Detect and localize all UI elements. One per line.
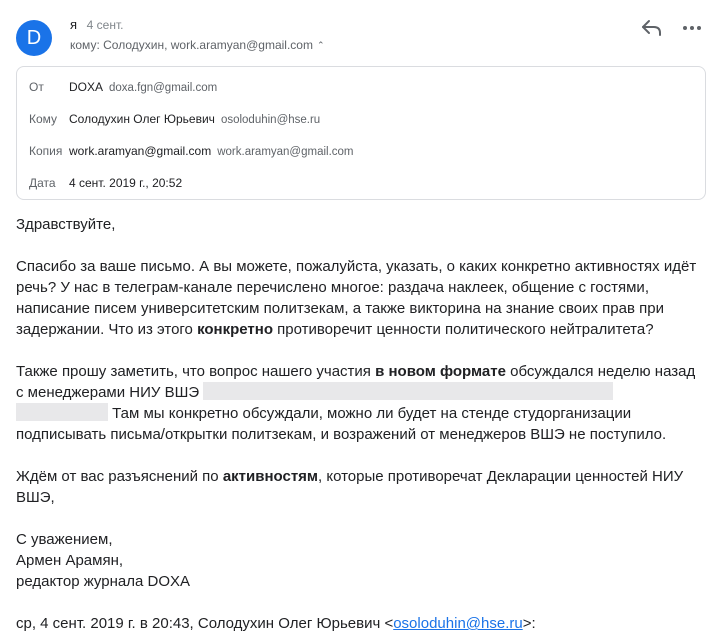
to-label: Кому [29,112,58,126]
p2-text-b: обсуждался неделю назад с менеджерами НИУ ВШЭ [16,363,696,401]
cc-name: work.aramyan@gmail.com [69,144,212,158]
signature-line-2: Армен Арамян, [16,552,124,569]
paragraph-1 [16,256,706,340]
quote-email-link[interactable]: osoloduhin@hse.ru [393,615,523,632]
paragraph-3 [16,466,706,508]
to-address: osoloduhin@hse.ru [220,114,321,126]
more-options-icon[interactable] [680,18,704,38]
p3-bold: активностям [222,468,319,485]
from-label: От [29,80,44,94]
quote-text-a: ср, 4 сент. 2019 г. в 20:43, Солодухин Олег Юрьевич < [16,615,394,632]
p2-text-a: Также прошу заметить, что вопрос нашего участия [16,363,376,380]
date-value: 4 сент. 2019 г., 20:52 [69,176,183,190]
details-from-row [29,80,217,94]
recipients-text: кому: Солодухин, work.aramyan@gmail.com [70,38,313,52]
quote-text-b: >: [522,615,536,632]
signature-line-1: С уважением, [16,531,113,548]
chevron-up-icon: ⌃ [316,39,325,50]
from-name: DOXA [69,80,104,94]
cc-label: Копия [29,144,63,158]
sender-name: я [70,17,78,32]
signature-line-3: редактор журнала DOXA [16,573,191,590]
p2-text-c: Там мы конкретно обсуждали, можно ли будет на стенде студорганизации подписывать письма/открытки политзекам, и возражений от менеджеров ВШЭ не поступило. [16,405,667,443]
date-label: Дата [29,176,56,190]
details-cc-row [29,144,354,158]
p1-text-b: противоречит ценности политического нейтралитета? [272,321,654,338]
reply-icon[interactable] [640,18,664,38]
p1-text-a: Спасибо за ваше письмо. А вы можете, пожалуйста, указать, о каких конкретно активностях идёт речь? У нас в телеграм-канале перечислено многое: раздача наклеек, общение с гостями, написание писем университетским политзекам, а также викторина на знание своих прав при задержании. Что из этого [16,258,697,338]
p3-text-b: , которые противоречат Декларации ценностей НИУ ВШЭ, [16,468,684,506]
message-date: 4 сент. [86,18,124,32]
paragraph-2 [16,361,706,445]
cc-address: work.aramyan@gmail.com [217,146,354,158]
to-name: Солодухин Олег Юрьевич [69,112,215,126]
details-to-row [29,112,320,126]
sender-avatar: D [16,20,52,56]
recipients-toggle[interactable] [70,38,325,52]
redaction-block [203,382,613,400]
from-address: doxa.fgn@gmail.com [109,82,218,94]
redaction-block [16,403,108,421]
p2-bold: в новом формате [375,363,506,380]
sender-line [70,17,123,32]
quoted-header [16,613,706,634]
greeting: Здравствуйте, [16,216,116,233]
details-date-row [29,176,182,190]
message-body [16,214,706,634]
p3-text-a: Ждём от вас разъяснений по [16,468,223,485]
message-details-panel [16,66,706,200]
p1-bold: конкретно [197,321,273,338]
signature [16,529,706,592]
